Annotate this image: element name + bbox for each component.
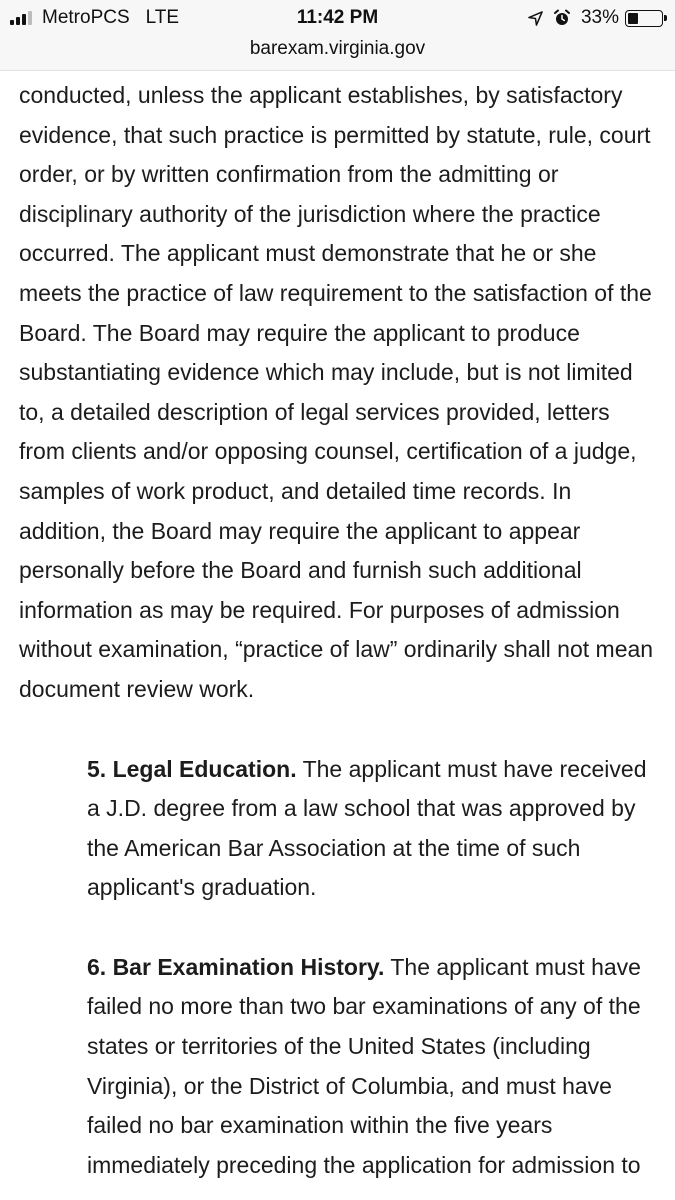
url-text: barexam.virginia.gov <box>249 38 426 59</box>
status-right <box>518 7 663 29</box>
section-legal-education <box>19 750 659 908</box>
section-heading: 6. Bar Examination History. <box>87 953 385 980</box>
address-bar[interactable] <box>0 36 675 71</box>
alarm-icon <box>553 9 571 27</box>
carrier-name: MetroPCS <box>42 7 130 28</box>
status-bar <box>0 0 675 36</box>
section-heading: 5. Legal Education. <box>87 755 297 782</box>
battery-percent: 33% <box>580 7 619 28</box>
section-body: The applicant must have failed no more than two bar examinations of any of the states or territories of the United States (including Virginia), or the District of Columbia, and must have failed no bar examination within the five years immediately preceding the application for admission to <box>87 953 641 1178</box>
status-time: 11:42 PM <box>296 7 379 28</box>
section-bar-examination-history <box>19 948 659 1186</box>
section-body: The applicant must have received a J.D. degree from a law school that was approved by the American Bar Association at the time of such applicant's graduation. <box>87 755 647 901</box>
network-type: LTE <box>145 7 180 28</box>
location-arrow-icon <box>528 11 543 26</box>
page-content <box>19 76 659 1185</box>
battery-icon <box>625 10 663 27</box>
paragraph-practice-of-law: conducted, unless the applicant establishes, by satisfactory evidence, that such practice is permitted by statute, rule, court order, or by written confirmation from the admitting or disciplinary authority of the jurisdiction where the practice occurred. The applicant must demonstrate that he or she meets the practice of law requirement to the satisfaction of the Board. The Board may require the applicant to produce substantiating evidence which may include, but is not limited to, a detailed description of legal services provided, letters from clients and/or opposing counsel, certification of a judge, samples of work product, and detailed time records. In addition, the Board may require the applicant to appear personally before the Board and furnish such additional information as may be required. For purposes of admission without examination, “practice of law” ordinarily shall not mean document review work. <box>19 82 654 702</box>
battery-fill <box>628 13 638 24</box>
